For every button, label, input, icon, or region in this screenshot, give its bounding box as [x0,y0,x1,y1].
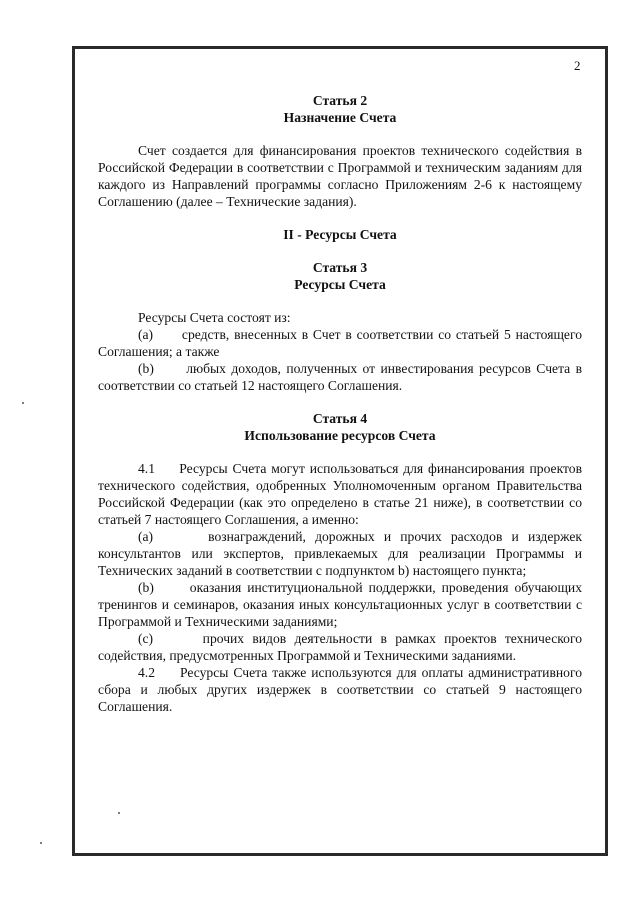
item-text: средств, внесенных в Счет в соответствии со статьей 5 настоящего Соглашения; а также [98,327,582,359]
article-3-intro: Ресурсы Счета состоят из: [138,310,291,325]
page-number: 2 [574,58,581,73]
scan-speck [118,812,120,814]
item-marker: (a) [138,529,154,544]
list-item [98,579,582,630]
article-3-title: Ресурсы Счета [294,277,386,292]
paragraph-number: 4.2 [138,665,155,680]
scan-speck [40,842,42,844]
paragraph-4-2 [98,664,582,715]
list-item [98,326,582,360]
article-2-title: Назначение Счета [283,110,397,125]
item-text: оказания институциональной поддержки, проведения обучающих тренингов и семинаров, оказания иных консультационных услуг в соответствии с Программой и Техническими заданиями; [98,580,583,629]
item-text: любых доходов, полученных от инвестирования ресурсов Счета в соответствии со статьей 12 настоящего Соглашения. [98,361,583,393]
article-2-text: Счет создается для финансирования проектов технического содействия в Российской Федерации в соответствии с Программой и техническим заданиям для каждого из Направлений программы согласно Приложениям 2-6 к настоящему Соглашению (далее – Технические задания). [98,143,582,209]
list-item [98,528,582,579]
item-marker: (b) [138,361,154,376]
item-marker: (a) [138,327,154,342]
paragraph-number: 4.1 [138,461,155,476]
article-4-title: Использование ресурсов Счета [244,428,436,443]
list-item [98,630,582,664]
paragraph-text: Ресурсы Счета также используются для оплаты административного сбора и любых других издержек в соответствии со статьей 9 настоящего Соглашения. [98,665,582,714]
section-2-title: II - Ресурсы Счета [283,227,397,242]
document-body [98,92,582,715]
article-3-label: Статья 3 [312,260,368,275]
scan-speck [22,402,24,404]
article-2-label: Статья 2 [312,93,368,108]
article-4-label: Статья 4 [312,411,368,426]
item-marker: (b) [138,580,154,595]
list-item [98,360,582,394]
item-text: прочих видов деятельности в рамках проектов технического содействия, предусмотренных Программой и Техническими заданиями. [98,631,582,663]
item-marker: (c) [138,631,154,646]
paragraph-4-1 [98,460,582,528]
paragraph-text: Ресурсы Счета могут использоваться для финансирования проектов технического содействия, одобренных Уполномоченным органом Правительства Российской Федерации (как это определено в статье 21 ниже), в соответствии со статьей 7 настоящего Соглашения, а именно: [98,461,582,527]
item-text: вознаграждений, дорожных и прочих расходов и издержек консультантов или экспертов, привлекаемых для реализации Программы и Технических заданий в соответствии с подпунктом b) настоящего пункта; [98,529,582,578]
